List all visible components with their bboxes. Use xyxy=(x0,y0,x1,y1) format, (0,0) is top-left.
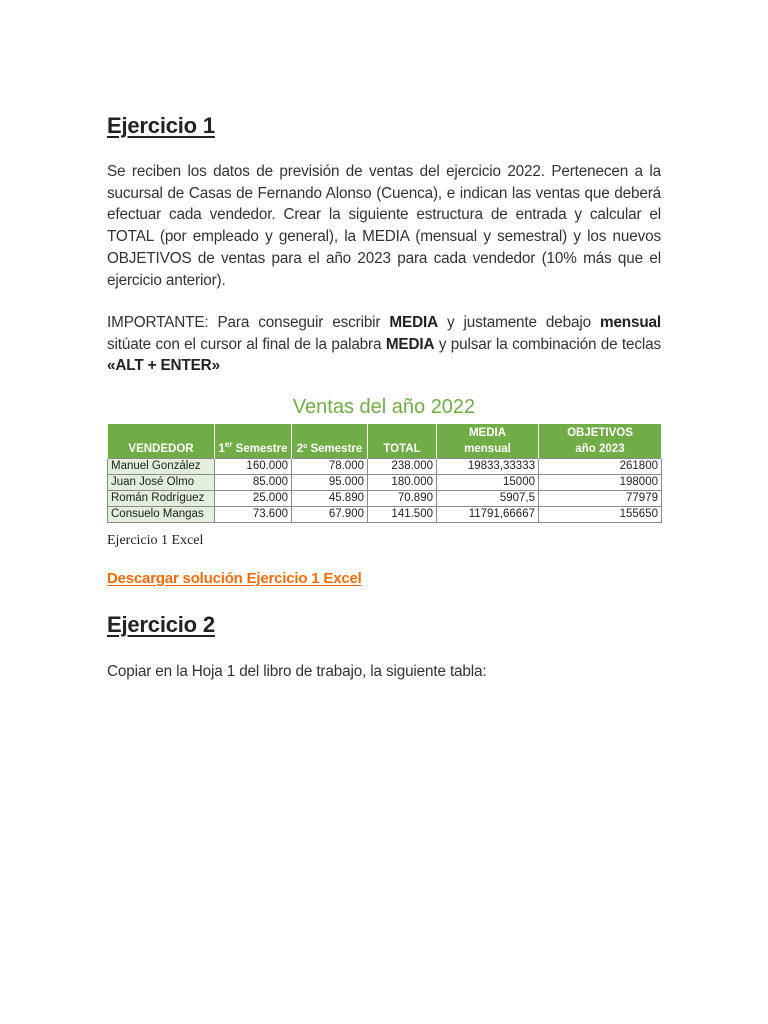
cell-vendedor: Juan José Olmo xyxy=(108,475,215,491)
header-semestre-1 xyxy=(215,424,292,459)
table-row xyxy=(108,491,662,507)
cell-vendedor: Manuel González xyxy=(108,459,215,475)
cell-media: 5907,5 xyxy=(437,491,539,507)
important-bold-mensual: mensual xyxy=(600,314,662,331)
sales-table xyxy=(107,423,662,523)
header-objetivos xyxy=(539,424,662,459)
header-objetivos-line-2: año 2023 xyxy=(575,443,625,455)
cell-semestre-2: 45.890 xyxy=(292,491,368,507)
cell-media: 15000 xyxy=(437,475,539,491)
sales-table-title: Ventas del año 2022 xyxy=(292,396,476,418)
important-text-3: sitúate con el cursor al final de la palabra xyxy=(107,335,386,353)
cell-objetivos: 198000 xyxy=(539,475,662,491)
ejercicio-1-description: Se reciben los datos de previsión de ventas del ejercicio 2022. Pertenecen a la sucursal de Casas de Fernando Alonso (Cuenca), e indican las ventas que deberá efectuar cada vendedor. Crear la siguiente estructura de entrada y calcular el TOTAL (por empleado y general), la MEDIA (mensual y semestral) y los nuevos OBJETIVOS de ventas para el año 2023 para cada vendedor (10% más que el ejercicio anterior). xyxy=(107,163,661,289)
cell-semestre-2: 67.900 xyxy=(292,507,368,523)
table-row xyxy=(108,459,662,475)
cell-semestre-2: 95.000 xyxy=(292,475,368,491)
header-media xyxy=(437,424,539,459)
header-media-line-2: mensual xyxy=(464,443,511,455)
important-bold-keys: «ALT + ENTER» xyxy=(107,357,220,375)
header-total: TOTAL xyxy=(368,424,437,459)
cell-vendedor: Consuelo Mangas xyxy=(108,507,215,523)
ejercicio-1-title: Ejercicio 1 xyxy=(107,113,215,138)
header-semestre-1-num: 1 xyxy=(218,443,225,455)
cell-semestre-1: 73.600 xyxy=(215,507,292,523)
ejercicio-2-description: Copiar en la Hoja 1 del libro de trabajo, la siguiente tabla: xyxy=(107,663,487,680)
header-vendedor: VENDEDOR xyxy=(108,424,215,459)
cell-semestre-1: 160.000 xyxy=(215,459,292,475)
cell-objetivos: 261800 xyxy=(539,459,662,475)
cell-total: 238.000 xyxy=(368,459,437,475)
cell-total: 180.000 xyxy=(368,475,437,491)
important-text-2: y justamente debajo xyxy=(437,314,600,331)
table-row xyxy=(108,507,662,523)
cell-total: 70.890 xyxy=(368,491,437,507)
header-semestre-2: 2º Semestre xyxy=(292,424,368,459)
ejercicio-2-title: Ejercicio 2 xyxy=(107,612,215,637)
cell-media: 19833,33333 xyxy=(437,459,539,475)
header-objetivos-line-1: OBJETIVOS xyxy=(567,427,633,439)
cell-objetivos: 77979 xyxy=(539,491,662,507)
important-text-4: y pulsar la combinación de teclas xyxy=(434,335,661,353)
important-bold-media-2: MEDIA xyxy=(385,335,435,353)
header-media-line-1: MEDIA xyxy=(468,427,507,439)
cell-vendedor: Román Rodríguez xyxy=(108,491,215,507)
sales-table-header-row xyxy=(108,424,662,459)
download-solution-link[interactable]: Descargar solución Ejercicio 1 Excel xyxy=(107,570,362,587)
cell-objetivos: 155650 xyxy=(539,507,662,523)
cell-media: 11791,66667 xyxy=(437,507,539,523)
cell-semestre-1: 85.000 xyxy=(215,475,292,491)
important-note xyxy=(107,312,661,377)
cell-total: 141.500 xyxy=(368,507,437,523)
table-row xyxy=(108,475,662,491)
cell-semestre-2: 78.000 xyxy=(292,459,368,475)
header-semestre-1-text: Semestre xyxy=(232,443,288,455)
important-text-1: IMPORTANTE: Para conseguir escribir xyxy=(107,314,390,331)
important-bold-media: MEDIA xyxy=(389,314,438,331)
cell-semestre-1: 25.000 xyxy=(215,491,292,507)
figure-caption: Ejercicio 1 Excel xyxy=(107,533,204,548)
header-semestre-1-sup: er xyxy=(224,440,233,450)
